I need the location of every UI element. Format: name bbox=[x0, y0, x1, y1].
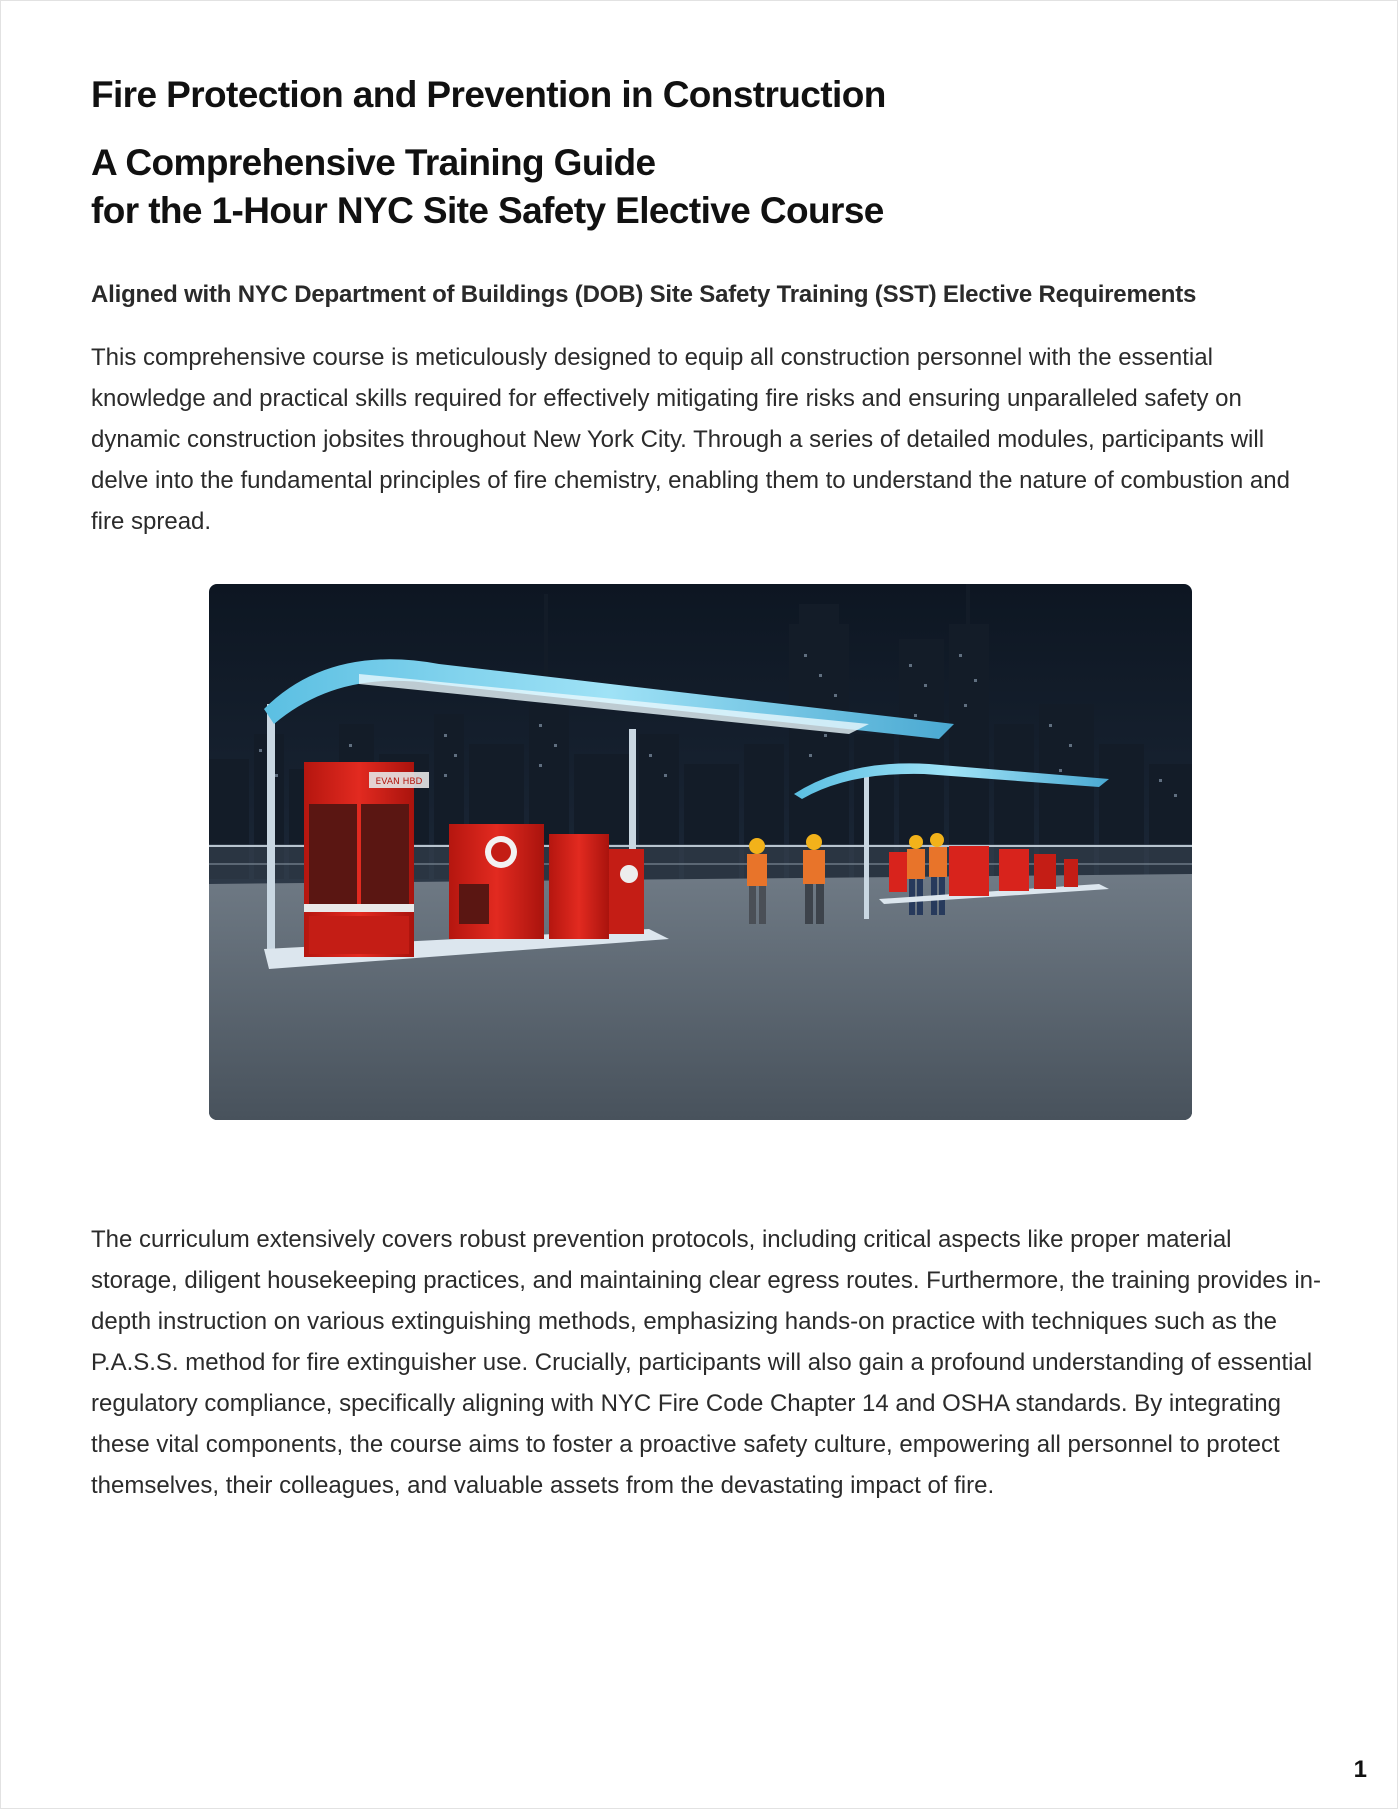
alignment-heading: Aligned with NYC Department of Buildings (DOB) Site Safety Training (SST) Elective Requirements bbox=[91, 281, 1197, 308]
document-subtitle bbox=[91, 139, 1321, 235]
subtitle-line-2: for the 1-Hour NYC Site Safety Elective Course bbox=[91, 190, 884, 231]
rooftop-fire-station-illustration bbox=[209, 584, 1192, 1120]
document-content bbox=[91, 69, 1321, 542]
document-title: Fire Protection and Prevention in Construction bbox=[91, 74, 886, 115]
subtitle-line-1: A Comprehensive Training Guide bbox=[91, 142, 656, 183]
intro-paragraph: This comprehensive course is meticulously designed to equip all construction personnel with the essential knowledge and practical skills required for effectively mitigating fire risks and ensuring unparalleled safety on dynamic construction jobsites throughout New York City. Through a series of detailed modules, participants will delve into the fundamental principles of fire chemistry, enabling them to understand the nature of combustion and fire spread. bbox=[91, 344, 1290, 535]
hero-image bbox=[209, 584, 1192, 1120]
cabinet-label: EVAN HBD bbox=[375, 777, 423, 787]
page-number: 1 bbox=[1353, 1756, 1367, 1783]
curriculum-paragraph: The curriculum extensively covers robust prevention protocols, including critical aspects like proper material storage, diligent housekeeping practices, and maintaining clear egress routes. Furthermore, the training provides in-depth instruction on various extinguishing methods, emphasizing hands-on practice with techniques such as the P.A.S.S. method for fire extinguisher use. Crucially, participants will also gain a profound understanding of essential regulatory compliance, specifically aligning with NYC Fire Code Chapter 14 and OSHA standards. By integrating these vital components, the course aims to foster a proactive safety culture, empowering all personnel to protect themselves, their colleagues, and valuable assets from the devastating impact of fire. bbox=[91, 1226, 1321, 1499]
fire-equipment-cabinet bbox=[304, 762, 429, 957]
